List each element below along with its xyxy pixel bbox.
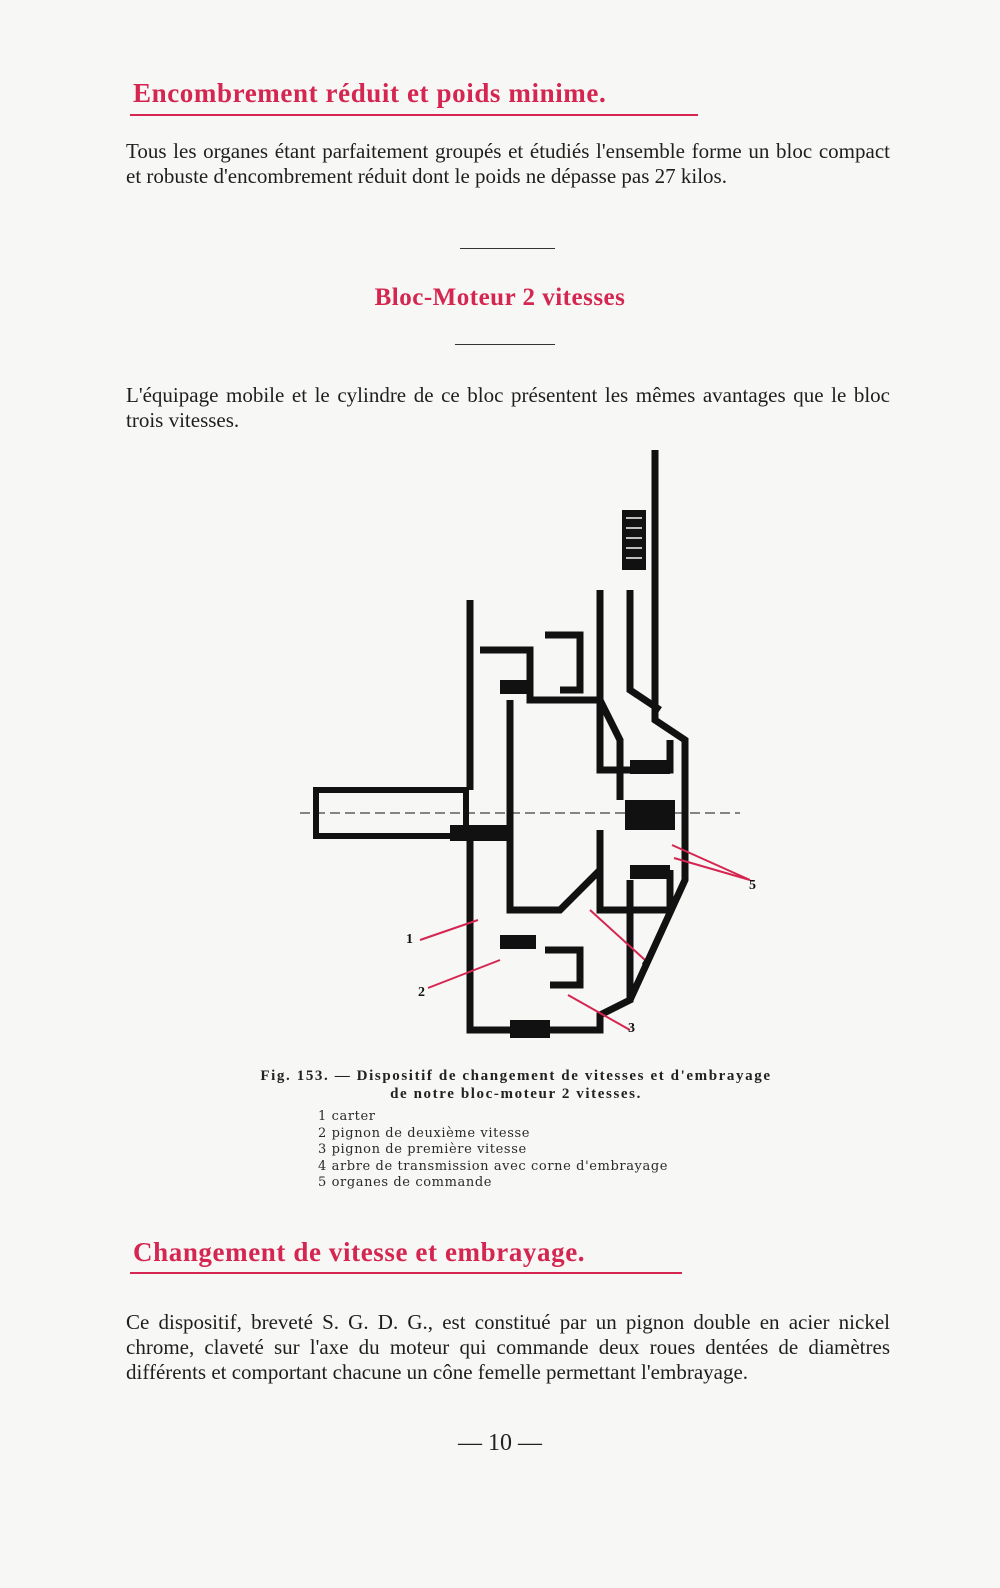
paragraph-encombrement: Tous les organes étant parfaitement groupés et étudiés l'ensemble forme un bloc compact et robuste d'encombrement réduit dont le poids ne dépasse pas 27 kilos. [126, 139, 890, 188]
callout-label-3: 3 [628, 1021, 635, 1036]
callout-label-4: 4 [642, 955, 649, 970]
heading-underline [130, 1272, 682, 1274]
legend-item: 2 pignon de deuxième vitesse [318, 1125, 531, 1141]
legend-item: 5 organes de commande [318, 1175, 493, 1190]
housing-left-wall [470, 600, 530, 1030]
section-title-bloc-moteur: Bloc-Moteur 2 vitesses [374, 284, 626, 311]
callout-label-5: 5 [749, 878, 756, 893]
callout-label-2: 2 [418, 985, 425, 1000]
section-heading-changement: Changement de vitesse et embrayage. [133, 1237, 586, 1267]
heading-underline [130, 114, 698, 116]
legend-item: 4 arbre de transmission avec corne d'embrayage [318, 1158, 669, 1174]
paragraph-changement: Ce dispositif, breveté S. G. D. G., est constitué par un pignon double en acier nickel chrome, claveté sur l'axe du moteur qui commande deux roues dentées de diamètres différents et comportant chacune un cône femelle permettant l'embrayage. [126, 1310, 890, 1384]
divider-bottom [455, 344, 555, 345]
callout-label-1: 1 [406, 932, 413, 947]
gear-block-upper [545, 635, 580, 690]
figure-caption-line1: Fig. 153. — Dispositif de changement de vitesses et d'embrayage [260, 1068, 772, 1084]
gear-web [510, 700, 600, 910]
gearbox-cross-section-diagram [300, 440, 780, 1060]
section-heading-encombrement: Encombrement réduit et poids minime. [133, 78, 607, 108]
divider-top [460, 248, 555, 249]
spring-top [622, 510, 646, 570]
figure-caption-line2: de notre bloc-moteur 2 vitesses. [390, 1086, 642, 1102]
figure-legend [318, 1109, 668, 1192]
legend-item: 1 carter [318, 1109, 376, 1124]
legend-item: 3 pignon de première vitesse [318, 1142, 527, 1157]
gear-block-lower [545, 950, 580, 985]
paragraph-bloc-moteur: L'équipage mobile et le cylindre de ce bloc présentent les mêmes avantages que le bloc trois vitesses. [126, 383, 890, 432]
housing-right-upper [600, 590, 670, 770]
page-number: — 10 — [458, 1430, 542, 1456]
